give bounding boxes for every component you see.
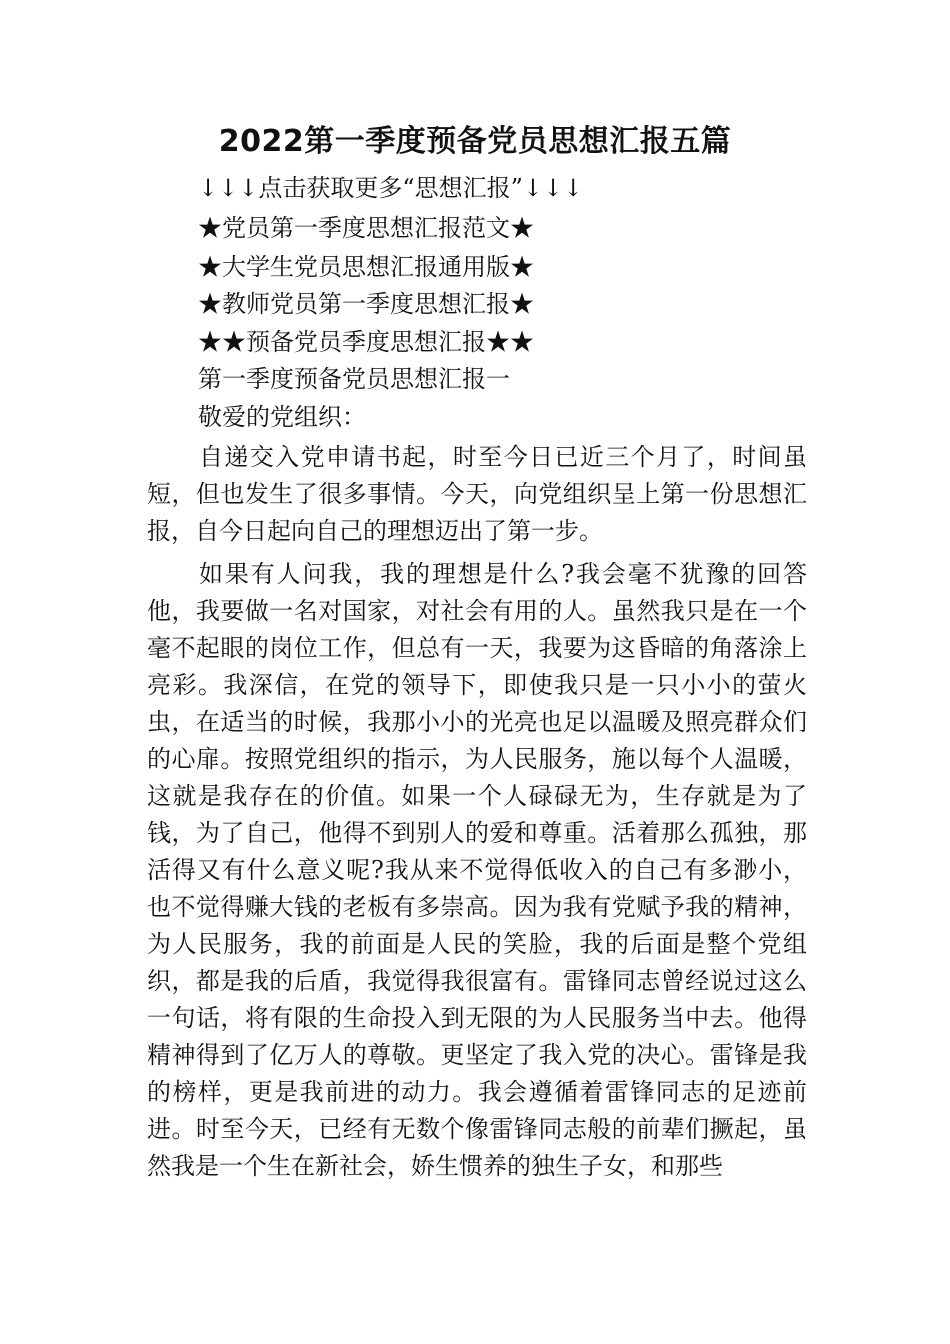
more-reports-link[interactable]: ↓↓↓点击获取更多“思想汇报”↓↓↓	[198, 174, 584, 202]
body-paragraph: 如果有人问我，我的理想是什么?我会毫不犹豫的回答他，我要做一名对国家，对社会有用的人。虽然我只是在一个毫不起眼的岗位工作，但总有一天，我要为这昏暗的角落涂上亮彩。我深信，在党的领导下，即使我只是一只小小的萤火虫，在适当的时候，我那小小的光亮也足以温暖及照亮群众们的心扉。按照党组织的指示，为人民服务，施以每个人温暖，这就是我存在的价值。如果一个人碌碌无为，生存就是为了钱，为了自己，他得不到别人的爱和尊重。活着那么孤独，那活得又有什么意义呢?我从来不觉得低收入的自己有多渺小，也不觉得赚大钱的老板有多崇高。因为我有党赋予我的精神，为人民服务，我的前面是人民的笑脸，我的后面是整个党组织，都是我的后盾，我觉得我很富有。雷锋同志曾经说过这么一句话，将有限的生命投入到无限的为人民服务当中去。他得精神得到了亿万人的尊敬。更坚定了我入党的决心。雷锋是我的榜样，更是我前进的动力。我会遵循着雷锋同志的足迹前进。时至今天，已经有无数个像雷锋同志般的前辈们撅起，虽然我是一个生在新社会，娇生惯养的独生子女，和那些	[147, 560, 807, 1180]
salutation: 敬爱的党组织：	[198, 403, 366, 431]
related-link-2[interactable]: ★大学生党员思想汇报通用版★	[198, 253, 534, 281]
section-heading: 第一季度预备党员思想汇报一	[198, 365, 510, 393]
related-link-3[interactable]: ★教师党员第一季度思想汇报★	[198, 290, 534, 318]
related-link-4[interactable]: ★★预备党员季度思想汇报★★	[198, 328, 534, 356]
document-title: 2022第一季度预备党员思想汇报五篇	[218, 124, 732, 159]
related-link-1[interactable]: ★党员第一季度思想汇报范文★	[198, 214, 534, 242]
body-paragraph: 自递交入党申请书起，时至今日已近三个月了，时间虽短，但也发生了很多事情。今天，向党组织呈上第一份思想汇报，自今日起向自己的理想迈出了第一步。	[147, 443, 807, 545]
